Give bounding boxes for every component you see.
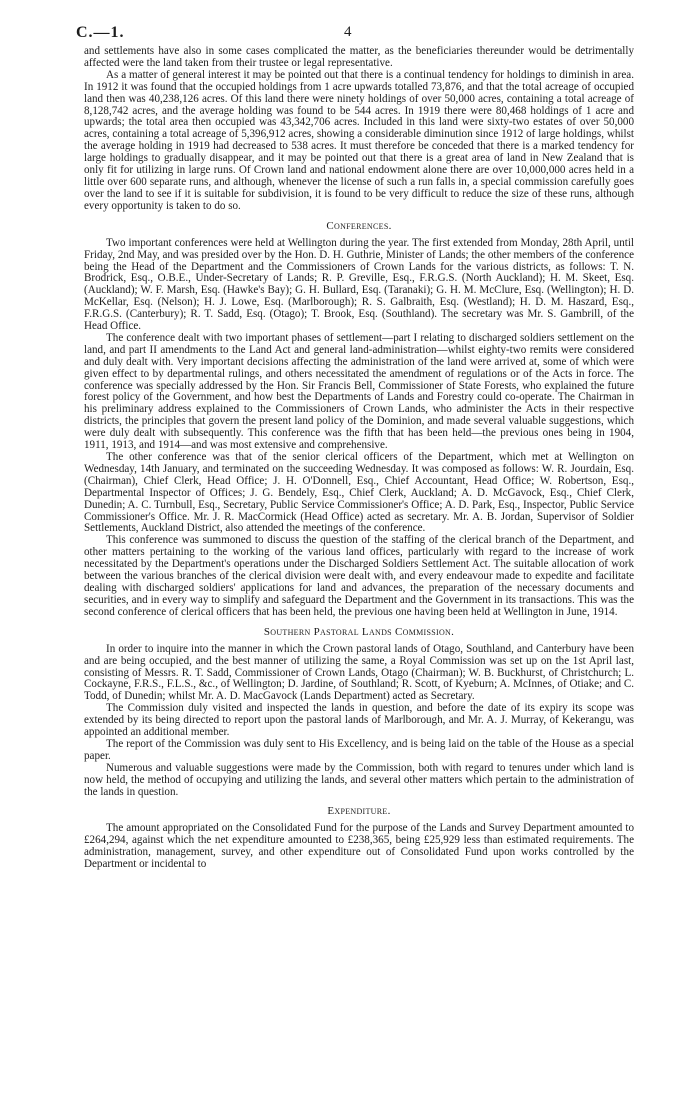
paragraph: Two important conferences were held at Wellington during the year. The first extended from Monday, 28th April, until Friday, 2nd May, and was presided over by the Hon. D. H. Guthrie, Minister of Lands; the other members of the conference being the Head of the Department and the Commissioners of Crown Lands for the various districts, as follows: T. N. Brodrick, Esq., O.B.E., Under-Secretary of Lands; R. P. Greville, Esq., F.R.G.S. (North Auckland); H. M. Skeet, Esq. (Auckland); W. F. Marsh, Esq. (Hawke's Bay); G. H. Bullard, Esq. (Taranaki); G. H. M. McClure, Esq. (Wellington); H. D. McKellar, Esq. (Nelson); H. J. Lowe, Esq. (Marlborough); R. S. Galbraith, Esq. (Westland); H. D. M. Haszard, Esq., F.R.G.S. (Canterbury); R. T. Sadd, Esq. (Otago); T. Brook, Esq. (Southland). The secretary was Mr. S. Gambrill, of the Head Office. xyxy=(84,236,634,333)
paragraph: Numerous and valuable suggestions were made by the Commission, both with regard to tenures under which land is now held, the method of occupying and utilizing the lands, and several other matters which pertain to the administration of the lands in question. xyxy=(84,761,634,798)
paragraph: This conference was summoned to discuss the question of the staffing of the clerical branch of the Department, and other matters pertaining to the working of the various land offices, particularly with regard to the increase of work necessitated by the Department's operations under the Discharged Soldiers Settlement Act. The suitable allocation of work between the various branches of the clerical division were dealt with, and every endeavour made to expedite and facilitate dealing with discharged soldiers' applications for land and advances, the preparation of the necessary documents and securities, and in every way to simplify and safeguard the Department and the Government in its transactions. This was the second conference of clerical officers that has been held, the previous one having been held at Wellington in June, 1914. xyxy=(84,534,634,618)
page-header xyxy=(76,14,634,41)
paragraph: and settlements have also in some cases complicated the matter, as the beneficiaries thereunder would be detrimentally affected were the land taken from their trustee or legal representative. xyxy=(84,45,634,69)
paragraph: In order to inquire into the manner in which the Crown pastoral lands of Otago, Southland, and Canterbury have been and are being occupied, and the best manner of utilizing the same, a Royal Commission was set up on the 1st April last, consisting of Messrs. R. T. Sadd, Commissioner of Crown Lands, Otago (Chairman); W. B. Buckhurst, of Christchurch; L. Cockayne, F.R.S., F.L.S., &c., of Wellington; D. Jardine, of Southland; R. Scott, of Kyeburn; A. McInnes, of Otiake; and C. Todd, of Dunedin; whilst Mr. A. D. MacGavock (Lands Department) acted as Secretary. xyxy=(84,642,634,703)
paragraph: The other conference was that of the senior clerical officers of the Department, which met at Wellington on Wednesday, 14th January, and terminated on the succeeding Wednesday. It was composed as follows: W. R. Jourdain, Esq. (Chairman), Chief Clerk, Head Office; J. H. O'Donnell, Esq., Chief Accountant, Head Office; W. Robertson, Esq., Departmental Inspector of Offices; J. G. Bendely, Esq., Chief Clerk, Auckland; A. D. McGavock, Esq., Chief Clerk, Dunedin; A. C. Turnbull, Esq., Secretary, Public Service Commissioner's Office; A. D. Park, Esq., Inspector, Public Service Commissioner's Office. Mr. J. R. MacCormick (Head Office) acted as secretary. Mr. A. B. Jordan, Supervisor of Soldier Settlements, Auckland District, also attended the meetings of the conference. xyxy=(84,451,634,535)
paragraph: The conference dealt with two important phases of settlement—part I relating to discharged soldiers settlement on the land, and part II amendments to the Land Act and general land-administration—whilst eighty-two remits were considered and duly dealt with. Very important decisions affecting the administration of the land were arrived at, some of which were given effect to by departmental rulings, and others necessitated the amendment of regulations or of the Acts in force. The conference was specially addressed by the Hon. Sir Francis Bell, Commissioner of State Forests, who explained the future forest policy of the Government, and how best the Departments of Lands and Forestry could co-operate. The Chairman in his preliminary address explained to the Commissioners of Crown Lands, who administer the Acts in their respective districts, the principles that govern the present land policy of the Dominion, and made several valuable suggestions, which were duly dealt with subsequently. This conference was the fifth that has been held—the previous ones being in 1904, 1911, 1913, and 1914—and was most extensive and comprehensive. xyxy=(84,331,634,452)
section-heading-conferences: Conferences. xyxy=(326,219,392,232)
section-heading-expenditure: Expenditure. xyxy=(327,805,391,818)
section-heading-pastoral-lands: Southern Pastoral Lands Commission. xyxy=(263,625,455,638)
paragraph: The amount appropriated on the Consolidated Fund for the purpose of the Lands and Survey Department amounted to £264,294, against which the net expenditure amounted to £238,365, being £25,929 less than estimated requirements. The administration, management, survey, and other expenditure out of Consolidated Fund upon works controlled by the Department or incidental to xyxy=(84,822,634,871)
document-reference: C.—1. xyxy=(76,24,125,41)
page-number: 4 xyxy=(344,24,352,40)
paragraph: The Commission duly visited and inspected the lands in question, and before the date of its expiry its scope was extended by its being directed to report upon the pastoral lands of Marlborough, and Mr. A. J. Murray, of Kekerangu, was appointed an additional member. xyxy=(84,702,634,739)
paragraph: As a matter of general interest it may be pointed out that there is a continual tendency for holdings to diminish in area. In 1912 it was found that the occupied holdings from 1 acre upwards totalled 73,876, and that the total acreage of occupied land then was 40,238,126 acres. Of this land there were ninety holdings of over 50,000 acres, containing a total acreage of 8,128,742 acres, and the average holding was found to be 544 acres. In 1919 there were 80,468 holdings of 1 acre and upwards; the total area then occupied was 43,342,706 acres. Included in this land were sixty-two estates of over 50,000 acres, containing a total acreage of 5,396,912 acres, showing a considerable diminution since 1912 of large holdings, whilst the average holding in 1919 had decreased to 538 acres. It must therefore be conceded that there is a marked tendency for large holdings to gradually disappear, and it may be pointed out that there is a great area of land in New Zealand that is only fit for utilizing in large runs. Of Crown land and national endowment alone there are over 10,000,000 acres held in a little over 600 separate runs, and although, whenever the license of such a run falls in, a special commission carefully goes over the land to see if it is suitable for subdivision, it is found to be very difficult to reduce the size of these runs, although every opportunity is taken to do so. xyxy=(84,68,634,212)
paragraph: The report of the Commission was duly sent to His Excellency, and is being laid on the table of the House as a special paper. xyxy=(84,737,634,762)
